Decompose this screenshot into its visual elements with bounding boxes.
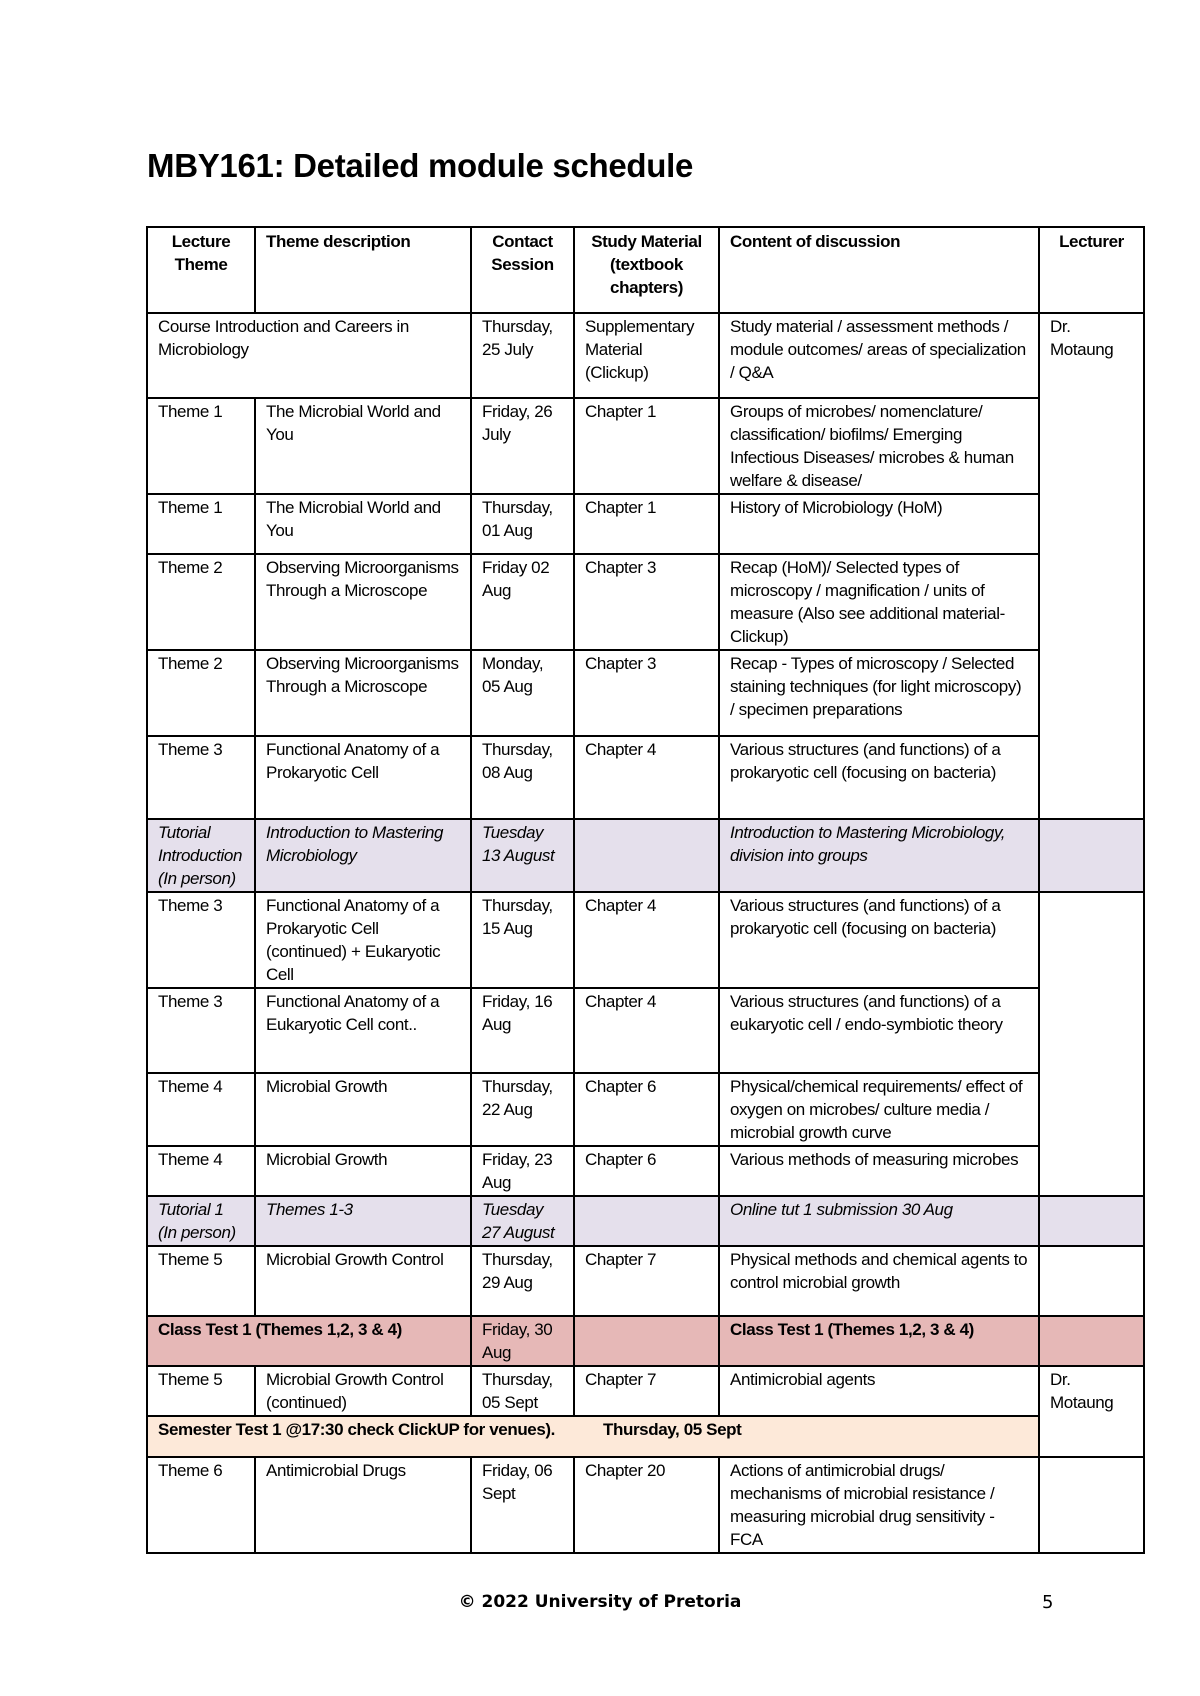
lecturer-cell [1039,1196,1144,1246]
description-cell: The Microbial World and You [255,494,471,554]
description-cell: Functional Anatomy of a Prokaryotic Cell [255,736,471,819]
table-row [147,398,1144,494]
material-cell [574,1196,719,1246]
theme-cell: Theme 3 [147,988,255,1073]
material-cell: Chapter 3 [574,650,719,736]
lecturer-cell [1039,1246,1144,1316]
table-row [147,554,1144,650]
table-row [147,494,1144,554]
description-cell: Microbial Growth Control (continued) [255,1366,471,1416]
lecturer-cell: Dr. Motaung [1039,1366,1144,1457]
description-cell: Observing Microorganisms Through a Microscope [255,554,471,650]
header-study-material: Study Material (textbook chapters) [574,227,719,313]
content-cell: Actions of antimicrobial drugs/ mechanisms of microbial resistance / measuring microbial drug sensitivity - FCA [719,1457,1039,1553]
content-cell: Class Test 1 (Themes 1,2, 3 & 4) [719,1316,1039,1366]
material-cell [574,1316,719,1366]
lecturer-cell [1039,1073,1144,1146]
content-cell: Various methods of measuring microbes [719,1146,1039,1196]
content-cell: Antimicrobial agents [719,1366,1039,1416]
session-cell: Friday, 16 Aug [471,988,574,1073]
material-cell: Chapter 4 [574,892,719,988]
header-content: Content of discussion [719,227,1039,313]
lecturer-cell [1039,1316,1144,1366]
lecturer-cell [1039,819,1144,892]
theme-cell: Theme 4 [147,1073,255,1146]
table-row [147,1073,1144,1146]
description-cell: Microbial Growth [255,1146,471,1196]
table-row [147,1246,1144,1316]
session-cell: Friday, 30 Aug [471,1316,574,1366]
content-cell: Various structures (and functions) of a prokaryotic cell (focusing on bacteria) [719,736,1039,819]
table-row [147,988,1144,1073]
theme-cell: Theme 1 [147,398,255,494]
lecturer-cell [1039,892,1144,988]
session-cell: Friday, 23 Aug [471,1146,574,1196]
class-test-row [147,1316,1144,1366]
lecturer-cell [1039,1146,1144,1196]
lecturer-cell [1039,988,1144,1073]
theme-cell: Class Test 1 (Themes 1,2, 3 & 4) [147,1316,471,1366]
theme-cell: Course Introduction and Careers in Microbiology [147,313,471,398]
session-cell: Thursday, 08 Aug [471,736,574,819]
theme-cell: Theme 5 [147,1366,255,1416]
content-cell: Physical/chemical requirements/ effect of oxygen on microbes/ culture media / microbial growth curve [719,1073,1039,1146]
session-cell: Friday 02 Aug [471,554,574,650]
session-cell: Thursday, 05 Sept [471,1366,574,1416]
page-title: MBY161: Detailed module schedule [147,147,694,184]
theme-cell: Theme 1 [147,494,255,554]
description-cell: Microbial Growth Control [255,1246,471,1316]
content-cell: Various structures (and functions) of a prokaryotic cell (focusing on bacteria) [719,892,1039,988]
session-cell: Thursday, 15 Aug [471,892,574,988]
description-cell: Functional Anatomy of a Prokaryotic Cell (continued) + Eukaryotic Cell [255,892,471,988]
content-cell: Online tut 1 submission 30 Aug [719,1196,1039,1246]
material-cell: Chapter 4 [574,988,719,1073]
lecturer-cell [1039,650,1144,736]
material-cell: Chapter 1 [574,398,719,494]
material-cell: Chapter 7 [574,1366,719,1416]
header-lecture-theme: Lecture Theme [147,227,255,313]
content-cell: Recap (HoM)/ Selected types of microscopy / magnification / units of measure (Also see additional material- Clickup) [719,554,1039,650]
theme-cell: Theme 3 [147,892,255,988]
description-cell: Microbial Growth [255,1073,471,1146]
material-cell: Chapter 6 [574,1073,719,1146]
semester-test-row [147,1416,1144,1457]
session-cell: Tuesday 27 August [471,1196,574,1246]
session-cell: Thursday, 29 Aug [471,1246,574,1316]
table-row [147,819,1144,892]
page-number: 5 [1042,1592,1054,1613]
table-row [147,1146,1144,1196]
session-cell: Friday, 06 Sept [471,1457,574,1553]
theme-cell: Theme 2 [147,554,255,650]
header-theme-description: Theme description [255,227,471,313]
lecturer-cell [1039,1457,1144,1553]
material-cell: Supplementary Material (Clickup) [574,313,719,398]
copyright-footer: © 2022 University of Pretoria [458,1592,742,1612]
table-header-row [147,227,1144,313]
theme-cell: Tutorial 1 (In person) [147,1196,255,1246]
table-row [147,1457,1144,1553]
table-row [147,1366,1144,1416]
header-contact-session: Contact Session [471,227,574,313]
semester-test-cell [147,1416,1039,1457]
session-cell: Thursday, 01 Aug [471,494,574,554]
table-row [147,736,1144,819]
table-row [147,1196,1144,1246]
material-cell: Chapter 6 [574,1146,719,1196]
theme-cell: Theme 4 [147,1146,255,1196]
content-cell: Physical methods and chemical agents to control microbial growth [719,1246,1039,1316]
lecturer-cell [1039,398,1144,494]
session-cell: Thursday, 22 Aug [471,1073,574,1146]
description-cell: Themes 1-3 [255,1196,471,1246]
lecturer-cell [1039,554,1144,650]
semester-test-label: Semester Test 1 @17:30 check ClickUP for venues). [158,1420,555,1439]
content-cell: Study material / assessment methods / module outcomes/ areas of specialization / Q&A [719,313,1039,398]
material-cell [574,819,719,892]
theme-cell: Theme 6 [147,1457,255,1553]
material-cell: Chapter 3 [574,554,719,650]
theme-cell: Theme 3 [147,736,255,819]
material-cell: Chapter 7 [574,1246,719,1316]
material-cell: Chapter 4 [574,736,719,819]
description-cell: Functional Anatomy of a Eukaryotic Cell cont.. [255,988,471,1073]
lecturer-cell [1039,736,1144,819]
session-cell: Tuesday 13 August [471,819,574,892]
description-cell: Introduction to Mastering Microbiology [255,819,471,892]
material-cell: Chapter 1 [574,494,719,554]
session-cell: Thursday, 25 July [471,313,574,398]
content-cell: Recap - Types of microscopy / Selected staining techniques (for light microscopy) / specimen preparations [719,650,1039,736]
description-cell: Antimicrobial Drugs [255,1457,471,1553]
session-cell: Monday, 05 Aug [471,650,574,736]
lecturer-cell: Dr. Motaung [1039,313,1144,398]
theme-cell: Theme 2 [147,650,255,736]
material-cell: Chapter 20 [574,1457,719,1553]
description-cell: Observing Microorganisms Through a Microscope [255,650,471,736]
table-row [147,313,1144,398]
table-row [147,892,1144,988]
description-cell: The Microbial World and You [255,398,471,494]
theme-cell: Tutorial Introduction (In person) [147,819,255,892]
header-lecturer: Lecturer [1039,227,1144,313]
content-cell: Various structures (and functions) of a eukaryotic cell / endo-symbiotic theory [719,988,1039,1073]
session-cell: Friday, 26 July [471,398,574,494]
semester-test-date: Thursday, 05 Sept [603,1420,742,1439]
module-schedule-table [146,226,1145,1554]
theme-cell: Theme 5 [147,1246,255,1316]
content-cell: History of Microbiology (HoM) [719,494,1039,554]
lecturer-cell [1039,494,1144,554]
table-row [147,650,1144,736]
content-cell: Introduction to Mastering Microbiology, division into groups [719,819,1039,892]
content-cell: Groups of microbes/ nomenclature/ classification/ biofilms/ Emerging Infectious Diseases/ microbes & human welfare & disease/ [719,398,1039,494]
